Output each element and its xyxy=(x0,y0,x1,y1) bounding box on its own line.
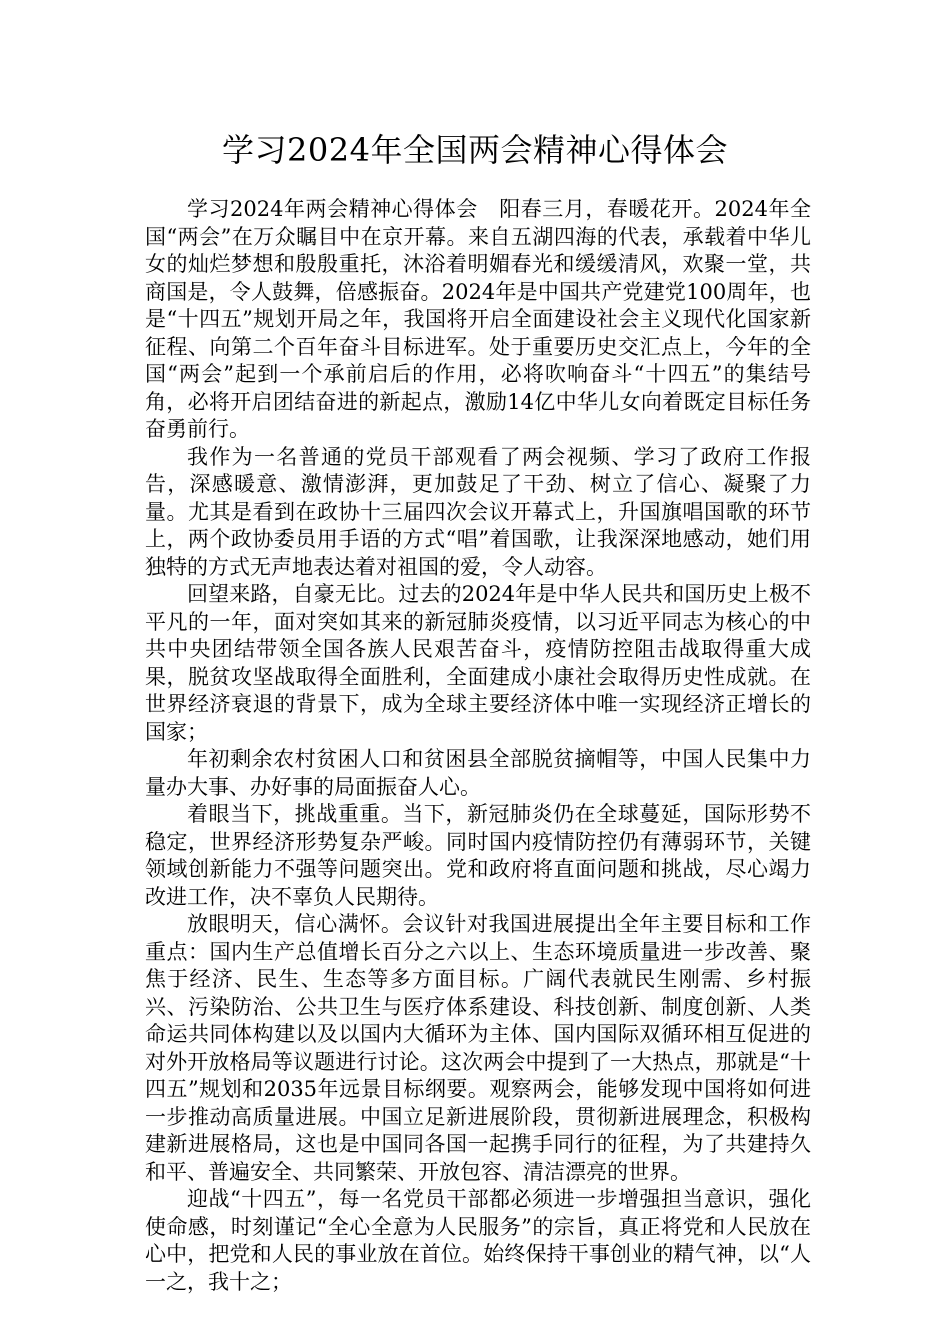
paragraph-1: 学习2024年两会精神心得体会 阳春三月，春暖花开。2024年全国“两会”在万众瞩目中在京开幕。来自五湖四海的代表，承载着中华儿女的灿烂梦想和殷殷重托，沐浴着明媚春光和缓缓清风，欢聚一堂，共商国是，令人鼓舞，倍感振奋。2024年是中国共产党建党100周年，也是“十四五”规划开局之年，我国将开启全面建设社会主义现代化国家新征程、向第二个百年奋斗目标进军。处于重要历史交汇点上，今年的全国“两会”起到一个承前启后的作用，必将吹响奋斗“十四五”的集结号角，必将开启团结奋进的新起点，激励14亿中华儿女向着既定目标任务奋勇前行。 xyxy=(145,197,811,441)
paragraph-4: 年初剩余农村贫困人口和贫困县全部脱贫摘帽等，中国人民集中力量办大事、办好事的局面振奋人心。 xyxy=(145,747,811,799)
document-body xyxy=(145,196,811,1296)
paragraph-3: 回望来路，自豪无比。过去的2024年是中华人民共和国历史上极不平凡的一年，面对突如其来的新冠肺炎疫情，以习近平同志为核心的中共中央团结带领全国各族人民艰苦奋斗，疫情防控阻击战取得重大成果，脱贫攻坚战取得全面胜利，全面建成小康社会取得历史性成就。在世界经济衰退的背景下，成为全球主要经济体中唯一实现经济正增长的国家； xyxy=(145,582,811,744)
paragraph-7: 迎战“十四五”，每一名党员干部都必须进一步增强担当意识，强化使命感，时刻谨记“全心全意为人民服务”的宗旨，真正将党和人民放在心中，把党和人民的事业放在首位。始终保持干事创业的精气神，以“人一之，我十之； xyxy=(145,1187,811,1294)
paragraph-5: 着眼当下，挑战重重。当下，新冠肺炎仍在全球蔓延，国际形势不稳定，世界经济形势复杂严峻。同时国内疫情防控仍有薄弱环节，关键领域创新能力不强等问题突出。党和政府将直面问题和挑战，尽心竭力改进工作，决不辜负人民期待。 xyxy=(145,802,811,909)
document-title: 学习2024年全国两会精神心得体会 xyxy=(222,131,728,169)
paragraph-6: 放眼明天，信心满怀。会议针对我国进展提出全年主要目标和工作重点：国内生产总值增长百分之六以上、生态环境质量进一步改善、聚焦于经济、民生、生态等多方面目标。广阔代表就民生刚需、乡村振兴、污染防治、公共卫生与医疗体系建设、科技创新、制度创新、人类命运共同体构建以及以国内大循环为主体、国内国际双循环相互促进的对外开放格局等议题进行讨论。这次两会中提到了一大热点，那就是“十四五”规划和2035年远景目标纲要。观察两会，能够发现中国将如何进一步推动高质量进展。中国立足新进展阶段，贯彻新进展理念，积极构建新进展格局，这也是中国同各国一起携手同行的征程，为了共建持久和平、普遍安全、共同繁荣、开放包容、清洁漂亮的世界。 xyxy=(145,912,811,1184)
paragraph-2: 我作为一名普通的党员干部观看了两会视频、学习了政府工作报告，深感暖意、激情澎湃，更加鼓足了干劲、树立了信心、凝聚了力量。尤其是看到在政协十三届四次会议开幕式上，升国旗唱国歌的环节上，两个政协委员用手语的方式“唱”着国歌，让我深深地感动，她们用独特的方式无声地表达着对祖国的爱，令人动容。 xyxy=(145,444,811,579)
